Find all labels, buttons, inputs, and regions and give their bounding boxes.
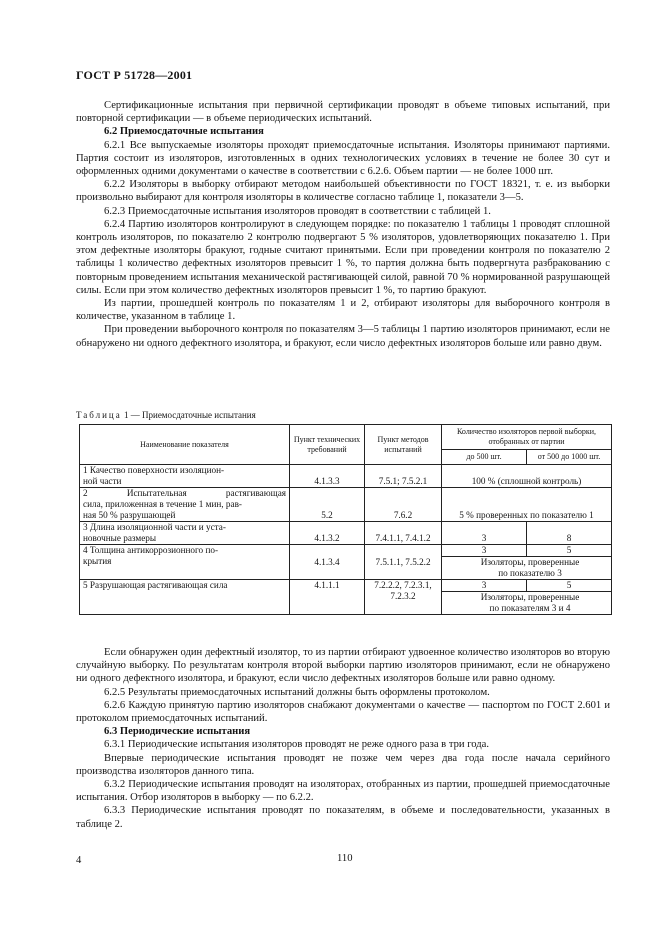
paragraph-6-2-5: 6.2.5 Результаты приемосдаточных испытаний должны быть оформлены протоколом.	[104, 686, 490, 698]
text-block-top	[76, 99, 610, 350]
page-number-left: 4	[76, 855, 82, 866]
cell-methods: 7.2.2.2, 7.2.3.1, 7.2.3.2	[365, 580, 442, 615]
paragraph: Если обнаружен один дефектный изолятор, то из партии отбирают удвоенное количество изоляторов во вторую случайную выборку. По результатам контроля второй выборки партию изоляторов принимают, если не обнаружено ни одного дефектного изолятора, и бракуют, если число дефектных изоляторов больше или равно одному.	[76, 647, 610, 685]
page-number-center: 110	[337, 853, 353, 864]
paragraph-6-2-3: 6.2.3 Приемосдаточные испытания изоляторов проводят в соответствии с таблицей 1.	[104, 205, 491, 217]
cell-requirements: 4.1.3.3	[290, 465, 365, 488]
paragraph: Впервые периодические испытания проводят не позже чем через два года после начала серийного производства изоляторов данного типа.	[76, 752, 610, 777]
header-sample-quantity: Количество изоляторов первой выборки, отобранных от партии	[442, 425, 612, 450]
cell-requirements: 5.2	[290, 488, 365, 522]
cell-methods: 7.5.1; 7.5.2.1	[365, 465, 442, 488]
document-code: ГОСТ Р 51728—2001	[76, 68, 193, 82]
header-methods-clause: Пункт методов испытаний	[365, 425, 442, 465]
table-caption	[76, 410, 256, 421]
paragraph: Сертификационные испытания при первичной сертификации проводят в объеме типовых испытаний, при повторной сертификации — в объеме периодических испытаний.	[76, 100, 610, 125]
cell-qty-up-to-500: 3	[442, 545, 527, 557]
section-heading-6-3: 6.3 Периодические испытания	[104, 726, 251, 738]
cell-quantity: 5 % проверенных по показателю 1	[442, 488, 612, 522]
cell-indicator: 4 Толщина антикоррозионного по- крытия	[80, 545, 290, 580]
text-block-bottom	[76, 646, 610, 831]
cell-qty-500-to-1000: 5	[527, 545, 612, 557]
table-row	[80, 545, 612, 557]
cell-requirements: 4.1.1.1	[290, 580, 365, 615]
paragraph-6-3-1: 6.3.1 Периодические испытания изоляторов проводят не реже одного раза в три года.	[104, 739, 490, 751]
cell-methods: 7.6.2	[365, 488, 442, 522]
table-caption-word: Таблица	[76, 410, 122, 420]
header-indicator-name: Наименование показателя	[80, 425, 290, 465]
table-header-row	[80, 425, 612, 450]
cell-qty-500-to-1000: 5	[527, 580, 612, 592]
paragraph-6-3-3: 6.3.3 Периодические испытания проводят по показателям, в объеме и последовательности, указанных в таблице 2.	[76, 805, 610, 830]
table-row	[80, 488, 612, 522]
cell-requirements: 4.1.3.2	[290, 522, 365, 545]
cell-indicator: 3 Длина изоляционной части и уста- новочные размеры	[80, 522, 290, 545]
acceptance-tests-table	[79, 424, 612, 615]
header-up-to-500: до 500 шт.	[442, 450, 527, 465]
paragraph: При проведении выборочного контроля по показателям 3—5 таблицы 1 партию изоляторов принимают, если не обнаружено ни одного дефектного изолятора, и бракуют, если число дефектных изоляторов больше или равно двум.	[76, 324, 610, 349]
paragraph: Из партии, прошедшей контроль по показателям 1 и 2, отбирают изоляторы для выборочного контроля в количестве, указанном в таблице 1.	[76, 298, 610, 323]
section-heading-6-2: 6.2 Приемосдаточные испытания	[104, 126, 264, 138]
cell-indicator: 1 Качество поверхности изоляцион- ной части	[80, 465, 290, 488]
paragraph-6-2-1: 6.2.1 Все выпускаемые изоляторы проходят приемосдаточные испытания. Изоляторы принимают партиями. Партия состоит из изоляторов, изготовленных в одних технологических условиях в течение не более 30 сут и оформленных одними документами о качестве в соответствии с 6.2.6. Объем партии — не более 1000 шт.	[76, 139, 610, 178]
cell-qty-500-to-1000: 8	[527, 522, 612, 545]
table-row	[80, 465, 612, 488]
cell-note: Изоляторы, проверенные по показателям 3 и 4	[442, 592, 612, 615]
cell-indicator: 5 Разрушающая растягивающая сила	[80, 580, 290, 615]
cell-requirements: 4.1.3.4	[290, 545, 365, 580]
cell-indicator: 2 Испытательная растягивающая сила, приложенная в течение 1 мин, рав- ная 50 % разрушающей	[80, 488, 290, 522]
cell-methods: 7.5.1.1, 7.5.2.2	[365, 545, 442, 580]
header-500-to-1000: от 500 до 1000 шт.	[527, 450, 612, 465]
cell-quantity: 100 % (сплошной контроль)	[442, 465, 612, 488]
table-caption-text: 1 — Приемосдаточные испытания	[124, 410, 256, 420]
paragraph-6-3-2: 6.3.2 Периодические испытания проводят на изоляторах, отобранных из партии, прошедшей приемосдаточные испытания. Отбор изоляторов в выборку — по 6.2.2.	[76, 779, 610, 804]
paragraph-6-2-6: 6.2.6 Каждую принятую партию изоляторов снабжают документами о качестве — паспортом по ГОСТ 2.601 и протоколом приемосдаточных испытаний.	[76, 699, 610, 725]
cell-qty-up-to-500: 3	[442, 580, 527, 592]
header-requirements-clause: Пункт технических требований	[290, 425, 365, 465]
paragraph-6-2-4: 6.2.4 Партию изоляторов контролируют в следующем порядке: по показателю 1 таблицы 1 проводят сплошной контроль изоляторов, по показателю 2 контролю подвергают 5 % изоляторов, удовлетворяющих показателю 1. При этом дефектные изоляторы бракуют, годные считают принятыми. Если при проведении контроля по показателю 2 таблицы 1 количество дефектных изоляторов превысит 1 %, то партия должна быть подвергнута разбракованию с повторным проведением испытания механической растягивающей силой, равной 70 % нормированной разрушающей силы. Если при этом количество дефектных изоляторов превысит 1 %, то партию бракуют.	[76, 218, 610, 296]
cell-qty-up-to-500: 3	[442, 522, 527, 545]
table-row	[80, 522, 612, 545]
table-row	[80, 580, 612, 592]
paragraph-6-2-2: 6.2.2 Изоляторы в выборку отбирают методом наибольшей объективности по ГОСТ 18321, т. е. из выборки произвольно выбирают для контроля изоляторы в количестве согласно таблице 1, показатели 3—5.	[76, 179, 610, 204]
cell-note: Изоляторы, проверенные по показателю 3	[442, 557, 612, 580]
cell-methods: 7.4.1.1, 7.4.1.2	[365, 522, 442, 545]
